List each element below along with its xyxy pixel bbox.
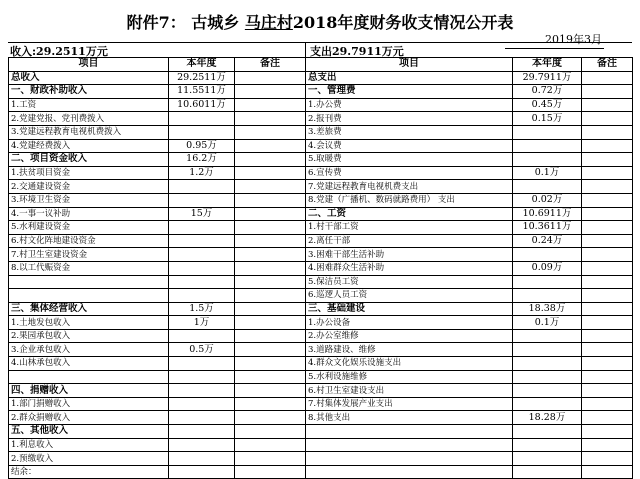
income-note-cell <box>235 329 306 343</box>
income-item-cell: 结余： <box>9 465 169 479</box>
income-note-cell <box>235 452 306 466</box>
income-amount-cell <box>169 397 235 411</box>
expense-item-cell: 总支出 <box>306 71 513 85</box>
income-note-cell <box>235 438 306 452</box>
income-item-cell: 3.党建远程教育电视机费拨入 <box>9 125 169 139</box>
income-amount-cell <box>169 438 235 452</box>
income-note-cell <box>235 316 306 330</box>
table-row <box>9 98 633 112</box>
income-item-cell <box>9 275 169 289</box>
income-note-cell <box>235 166 306 180</box>
expense-note-cell <box>582 180 633 194</box>
expense-note-cell <box>582 261 633 275</box>
income-note-cell <box>235 343 306 357</box>
income-item-cell: 2.党建党报、党刊费拨入 <box>9 112 169 126</box>
income-item-cell: 2.果园承包收入 <box>9 329 169 343</box>
expense-amount-cell <box>513 139 582 153</box>
expense-item-cell: 7.党建远程教育电视机费支出 <box>306 180 513 194</box>
income-item-cell: 3.环境卫生资金 <box>9 193 169 207</box>
table-row <box>9 343 633 357</box>
expense-amount-cell <box>513 370 582 384</box>
income-item-cell: 8.以工代赈资金 <box>9 261 169 275</box>
income-note-cell <box>235 275 306 289</box>
expense-item-cell: 2.报刊费 <box>306 112 513 126</box>
table-row <box>9 166 633 180</box>
income-amount-cell <box>169 411 235 425</box>
income-note-cell <box>235 425 306 439</box>
title-suffix: 2018年度财务收支情况公开表 <box>292 13 514 32</box>
table-row <box>9 438 633 452</box>
table-row <box>9 85 633 99</box>
expense-amount-cell: 29.7911万 <box>513 71 582 85</box>
table-row <box>9 411 633 425</box>
table-row <box>9 425 633 439</box>
expense-item-cell <box>306 452 513 466</box>
income-total: 收入:29.2511万元 <box>10 45 108 58</box>
table-row <box>9 193 633 207</box>
income-note-cell <box>235 397 306 411</box>
income-item-cell: 二、项目资金收入 <box>9 153 169 167</box>
income-note-cell <box>235 370 306 384</box>
income-amount-cell <box>169 384 235 398</box>
expense-item-cell: 2.办公室维修 <box>306 329 513 343</box>
expense-amount-cell: 0.1万 <box>513 316 582 330</box>
income-item-cell: 4.党建经费拨入 <box>9 139 169 153</box>
expense-note-cell <box>582 139 633 153</box>
expense-item-cell: 4.会议费 <box>306 139 513 153</box>
income-note-cell <box>235 234 306 248</box>
table-row <box>9 370 633 384</box>
income-note-cell <box>235 139 306 153</box>
expense-note-cell <box>582 465 633 479</box>
expense-item-cell: 二、工资 <box>306 207 513 221</box>
expense-note-cell <box>582 343 633 357</box>
expense-note-cell <box>582 329 633 343</box>
expense-amount-cell: 0.45万 <box>513 98 582 112</box>
expense-item-cell: 5.保洁员工资 <box>306 275 513 289</box>
expense-item-header: 项目 <box>306 58 513 72</box>
expense-amount-cell: 0.15万 <box>513 112 582 126</box>
expense-amount-cell: 10.6911万 <box>513 207 582 221</box>
income-note-cell <box>235 112 306 126</box>
expense-total: 支出29.7911万元 <box>305 43 404 57</box>
income-amount-cell <box>169 329 235 343</box>
table-row <box>9 139 633 153</box>
expense-item-cell: 三、基础建设 <box>306 302 513 316</box>
expense-amount-header: 本年度 <box>513 58 582 72</box>
income-item-cell: 2.交通建设资金 <box>9 180 169 194</box>
income-amount-cell <box>169 248 235 262</box>
income-amount-cell <box>169 234 235 248</box>
expense-note-cell <box>582 71 633 85</box>
expense-item-cell: 8.党建（广播机、数码就路费用） 支出 <box>306 193 513 207</box>
expense-item-cell <box>306 438 513 452</box>
table-header-row <box>9 58 633 72</box>
expense-amount-cell <box>513 425 582 439</box>
income-item-cell: 4.一事一议补助 <box>9 207 169 221</box>
table-row <box>9 275 633 289</box>
table-row <box>9 153 633 167</box>
income-amount-cell <box>169 289 235 303</box>
income-note-cell <box>235 153 306 167</box>
table-row <box>9 248 633 262</box>
income-amount-cell <box>169 465 235 479</box>
page-title <box>0 10 640 33</box>
income-item-cell: 3.企业承包收入 <box>9 343 169 357</box>
expense-amount-cell <box>513 343 582 357</box>
income-note-cell <box>235 221 306 235</box>
table-row <box>9 71 633 85</box>
income-amount-cell: 10.6011万 <box>169 98 235 112</box>
expense-item-cell: 1.办公设备 <box>306 316 513 330</box>
expense-item-cell: 5.取暖费 <box>306 153 513 167</box>
expense-item-cell: 3.困难干部生活补助 <box>306 248 513 262</box>
table-row <box>9 316 633 330</box>
expense-amount-cell <box>513 125 582 139</box>
totals-row <box>8 42 632 57</box>
expense-item-cell: 4.群众文化娱乐设施支出 <box>306 357 513 371</box>
expense-note-cell <box>582 166 633 180</box>
income-item-cell: 1.部门捐赠收入 <box>9 397 169 411</box>
title-village: 马庄村 <box>244 13 293 32</box>
income-amount-cell: 15万 <box>169 207 235 221</box>
expense-amount-cell: 18.28万 <box>513 411 582 425</box>
table-row <box>9 384 633 398</box>
table-row <box>9 329 633 343</box>
table-row <box>9 289 633 303</box>
income-note-cell <box>235 465 306 479</box>
expense-amount-cell <box>513 153 582 167</box>
expense-note-cell <box>582 411 633 425</box>
income-item-cell: 四、捐赠收入 <box>9 384 169 398</box>
expense-amount-cell: 0.24万 <box>513 234 582 248</box>
income-item-cell: 1.利息收入 <box>9 438 169 452</box>
expense-amount-cell: 0.02万 <box>513 193 582 207</box>
expense-item-cell: 5.水利设施维修 <box>306 370 513 384</box>
expense-amount-cell: 0.09万 <box>513 261 582 275</box>
income-item-cell: 6.村文化阵地建设资金 <box>9 234 169 248</box>
expense-note-cell <box>582 370 633 384</box>
expense-item-cell: 3.道路建设、维修 <box>306 343 513 357</box>
income-item-cell <box>9 289 169 303</box>
expense-note-cell <box>582 384 633 398</box>
table-row <box>9 125 633 139</box>
expense-note-cell <box>582 98 633 112</box>
income-amount-cell <box>169 180 235 194</box>
income-amount-header: 本年度 <box>169 58 235 72</box>
expense-item-cell: 3.差旅费 <box>306 125 513 139</box>
expense-item-cell: 6.巡逻人员工资 <box>306 289 513 303</box>
income-note-cell <box>235 261 306 275</box>
income-note-cell <box>235 248 306 262</box>
expense-item-cell: 1.村干部工资 <box>306 221 513 235</box>
income-amount-cell <box>169 221 235 235</box>
table-row <box>9 465 633 479</box>
income-note-cell <box>235 384 306 398</box>
income-note-cell <box>235 289 306 303</box>
table-row <box>9 261 633 275</box>
expense-note-cell <box>582 425 633 439</box>
income-item-cell: 1.扶贫项目资金 <box>9 166 169 180</box>
income-amount-cell: 1.2万 <box>169 166 235 180</box>
expense-amount-cell: 10.3611万 <box>513 221 582 235</box>
expense-amount-cell <box>513 465 582 479</box>
table-row <box>9 221 633 235</box>
income-note-cell <box>235 357 306 371</box>
income-item-cell: 总收入 <box>9 71 169 85</box>
table-row <box>9 302 633 316</box>
expense-amount-cell <box>513 452 582 466</box>
expense-note-cell <box>582 302 633 316</box>
income-item-cell <box>9 370 169 384</box>
table-row <box>9 452 633 466</box>
income-note-cell <box>235 85 306 99</box>
expense-note-cell <box>582 234 633 248</box>
expense-amount-cell <box>513 289 582 303</box>
expense-item-cell <box>306 425 513 439</box>
table-row <box>9 207 633 221</box>
expense-amount-cell <box>513 384 582 398</box>
expense-item-cell: 8.其他支出 <box>306 411 513 425</box>
expense-item-cell: 6.村卫生室建设支出 <box>306 384 513 398</box>
income-amount-cell: 1万 <box>169 316 235 330</box>
income-amount-cell <box>169 357 235 371</box>
expense-item-cell <box>306 465 513 479</box>
income-note-header: 备注 <box>235 58 306 72</box>
income-item-cell: 1.工资 <box>9 98 169 112</box>
income-note-cell <box>235 193 306 207</box>
expense-note-cell <box>582 125 633 139</box>
income-amount-cell <box>169 370 235 384</box>
income-item-header: 项目 <box>9 58 169 72</box>
expense-note-cell <box>582 316 633 330</box>
expense-amount-cell <box>513 248 582 262</box>
table-row <box>9 234 633 248</box>
expense-note-cell <box>582 153 633 167</box>
expense-amount-cell <box>513 275 582 289</box>
expense-item-cell: 4.困难群众生活补助 <box>306 261 513 275</box>
expense-note-cell <box>582 85 633 99</box>
income-amount-cell: 11.5511万 <box>169 85 235 99</box>
expense-note-cell <box>582 221 633 235</box>
expense-note-cell <box>582 357 633 371</box>
expense-note-header: 备注 <box>582 58 633 72</box>
expense-amount-cell: 0.72万 <box>513 85 582 99</box>
expense-amount-cell <box>513 357 582 371</box>
income-amount-cell <box>169 275 235 289</box>
table-row <box>9 180 633 194</box>
expense-item-cell: 一、管理费 <box>306 85 513 99</box>
income-amount-cell <box>169 452 235 466</box>
expense-amount-cell <box>513 438 582 452</box>
income-item-cell: 1.土地发包收入 <box>9 316 169 330</box>
expense-amount-cell: 18.38万 <box>513 302 582 316</box>
income-note-cell <box>235 125 306 139</box>
expense-note-cell <box>582 452 633 466</box>
expense-amount-cell: 0.1万 <box>513 166 582 180</box>
expense-item-cell: 6.宣传费 <box>306 166 513 180</box>
expense-item-cell: 7.村集体发展产业支出 <box>306 397 513 411</box>
income-note-cell <box>235 411 306 425</box>
expense-amount-cell <box>513 180 582 194</box>
table-row <box>9 357 633 371</box>
income-note-cell <box>235 180 306 194</box>
income-amount-cell <box>169 261 235 275</box>
income-item-cell: 4.山林承包收入 <box>9 357 169 371</box>
income-amount-cell: 29.2511万 <box>169 71 235 85</box>
income-amount-cell <box>169 125 235 139</box>
income-item-cell: 5.水利建设资金 <box>9 221 169 235</box>
report-date: 2019年3月 <box>505 31 604 49</box>
income-note-cell <box>235 302 306 316</box>
income-amount-cell: 1.5万 <box>169 302 235 316</box>
income-note-cell <box>235 71 306 85</box>
income-item-cell: 2.群众捐赠收入 <box>9 411 169 425</box>
expense-amount-cell <box>513 329 582 343</box>
income-amount-cell <box>169 425 235 439</box>
income-amount-cell: 0.95万 <box>169 139 235 153</box>
income-amount-cell: 0.5万 <box>169 343 235 357</box>
expense-note-cell <box>582 207 633 221</box>
income-item-cell: 五、其他收入 <box>9 425 169 439</box>
income-amount-cell <box>169 193 235 207</box>
expense-note-cell <box>582 112 633 126</box>
income-note-cell <box>235 98 306 112</box>
income-note-cell <box>235 207 306 221</box>
income-item-cell: 三、集体经营收入 <box>9 302 169 316</box>
expense-note-cell <box>582 193 633 207</box>
title-prefix: 附件7： 古城乡 <box>126 13 245 32</box>
table-row <box>9 112 633 126</box>
income-item-cell: 7.村卫生室建设资金 <box>9 248 169 262</box>
table-row <box>9 397 633 411</box>
expense-note-cell <box>582 397 633 411</box>
income-amount-cell: 16.2万 <box>169 153 235 167</box>
income-amount-cell <box>169 112 235 126</box>
income-item-cell: 2.预缴收入 <box>9 452 169 466</box>
expense-item-cell: 2.离任干部 <box>306 234 513 248</box>
income-item-cell: 一、财政补助收入 <box>9 85 169 99</box>
expense-note-cell <box>582 438 633 452</box>
expense-amount-cell <box>513 397 582 411</box>
expense-item-cell: 1.办公费 <box>306 98 513 112</box>
expense-note-cell <box>582 248 633 262</box>
finance-table <box>8 57 633 479</box>
expense-note-cell <box>582 275 633 289</box>
expense-note-cell <box>582 289 633 303</box>
